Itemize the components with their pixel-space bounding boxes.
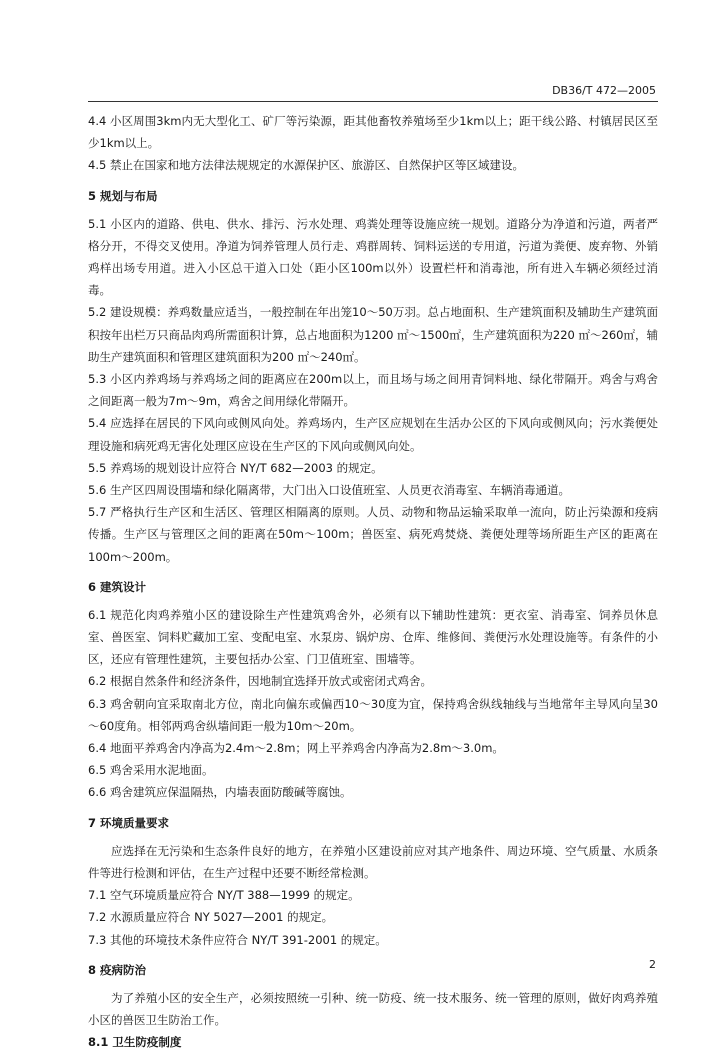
page-body bbox=[88, 110, 658, 1053]
section-heading-8: 8 疫病防治 bbox=[88, 962, 147, 977]
clause-6-4: 6.4 地面平养鸡舍内净高为2.4m～2.8m；网上平养鸡舍内净高为2.8m～3.0m。 bbox=[88, 741, 504, 756]
header-rule bbox=[88, 101, 658, 102]
clause-6-5: 6.5 鸡舍采用水泥地面。 bbox=[88, 763, 214, 778]
clause-6-1: 6.1 规范化肉鸡养殖小区的建设除生产性建筑鸡舍外，必须有以下辅助性建筑：更衣室、消毒室、饲养员休息室、兽医室、饲料贮藏加工室、变配电室、水泵房、锅炉房、仓库、维修间、粪便污水处理设施等。有条件的小区，还应有管理性建筑，主要包括办公室、门卫值班室、围墙等。 bbox=[88, 607, 658, 667]
page-number: 2 bbox=[649, 958, 656, 971]
section-8-intro: 为了养殖小区的安全生产，必须按照统一引种、统一防疫、统一技术服务、统一管理的原则，做好肉鸡养殖小区的兽医卫生防治工作。 bbox=[88, 990, 658, 1027]
subheading-8-1: 8.1 卫生防疫制度 bbox=[88, 1035, 182, 1050]
clause-6-2: 6.2 根据自然条件和经济条件，因地制宜选择开放式或密闭式鸡舍。 bbox=[88, 674, 432, 689]
section-heading-7: 7 环境质量要求 bbox=[88, 815, 170, 830]
clause-7-2: 7.2 水源质量应符合 NY 5027—2001 的规定。 bbox=[88, 910, 334, 925]
clause-7-3: 7.3 其他的环境技术条件应符合 NY/T 391-2001 的规定。 bbox=[88, 932, 387, 947]
clause-6-3: 6.3 鸡舍朝向宜采取南北方位，南北向偏东或偏西10～30度为宜，保持鸡舍纵线轴线与当地常年主导风向呈30～60度角。相邻两鸡舍纵墙间距一般为10m～20m。 bbox=[88, 696, 658, 733]
clause-5-1: 5.1 小区内的道路、供电、供水、排污、污水处理、鸡粪处理等设施应统一规划。道路分为净道和污道，两者严格分开，不得交叉使用。净道为饲养管理人员行走、鸡群周转、饲料运送的专用道，污道为粪便、废弃物、外销鸡样出场专用道。进入小区总干道入口处（距小区100m以外）设置栏杆和消毒池，所有进入车辆必须经过消毒。 bbox=[88, 216, 658, 298]
section-7-intro: 应选择在无污染和生态条件良好的地方，在养殖小区建设前应对其产地条件、周边环境、空气质量、水质条件等进行检测和评估，在生产过程中还要不断经常检测。 bbox=[88, 843, 658, 880]
clause-5-3: 5.3 小区内养鸡场与养鸡场之间的距离应在200m以上，而且场与场之间用青饲料地、绿化带隔开。鸡舍与鸡舍之间距离一般为7m～9m，鸡舍之间用绿化带隔开。 bbox=[88, 372, 658, 409]
standard-code: DB36/T 472—2005 bbox=[552, 84, 656, 97]
section-heading-6: 6 建筑设计 bbox=[88, 579, 147, 594]
clause-5-6: 5.6 生产区四周设围墙和绿化隔离带，大门出入口设值班室、人员更衣消毒室、车辆消毒通道。 bbox=[88, 483, 570, 498]
section-heading-5: 5 规划与布局 bbox=[88, 188, 158, 203]
clause-5-5: 5.5 养鸡场的规划设计应符合 NY/T 682—2003 的规定。 bbox=[88, 460, 383, 475]
clause-7-1: 7.1 空气环境质量应符合 NY/T 388—1999 的规定。 bbox=[88, 888, 360, 903]
clause-4-4: 4.4 小区周围3km内无大型化工、矿厂等污染源，距其他畜牧养殖场至少1km以上；距干线公路、村镇居民区至少1km以上。 bbox=[88, 114, 658, 151]
clause-5-2: 5.2 建设规模：养鸡数量应适当，一般控制在年出笼10～50万羽。总占地面积、生产建筑面积及辅助生产建筑面积按年出栏万只商品肉鸡所需面积计算，总占地面积为1200 ㎡～1500㎡，生产建筑面积为220 ㎡～260㎡，辅助生产建筑面积和管理区建筑面积为200 ㎡～240㎡。 bbox=[88, 305, 658, 364]
clause-4-5: 4.5 禁止在国家和地方法律法规规定的水源保护区、旅游区、自然保护区等区域建设。 bbox=[88, 158, 524, 173]
clause-5-4: 5.4 应选择在居民的下风向或侧风向处。养鸡场内，生产区应规划在生活办公区的下风向或侧风向；污水粪便处理设施和病死鸡无害化处理区应设在生产区的下风向或侧风向处。 bbox=[88, 416, 658, 453]
clause-5-7: 5.7 严格执行生产区和生活区、管理区相隔离的原则。人员、动物和物品运输采取单一流向，防止污染源和疫病传播。生产区与管理区之间的距离在50m～100m；兽医室、病死鸡焚烧、粪便处理等场所距生产区的距离在100m～200m。 bbox=[88, 505, 658, 564]
clause-6-6: 6.6 鸡舍建筑应保温隔热，内墙表面防酸碱等腐蚀。 bbox=[88, 785, 352, 800]
